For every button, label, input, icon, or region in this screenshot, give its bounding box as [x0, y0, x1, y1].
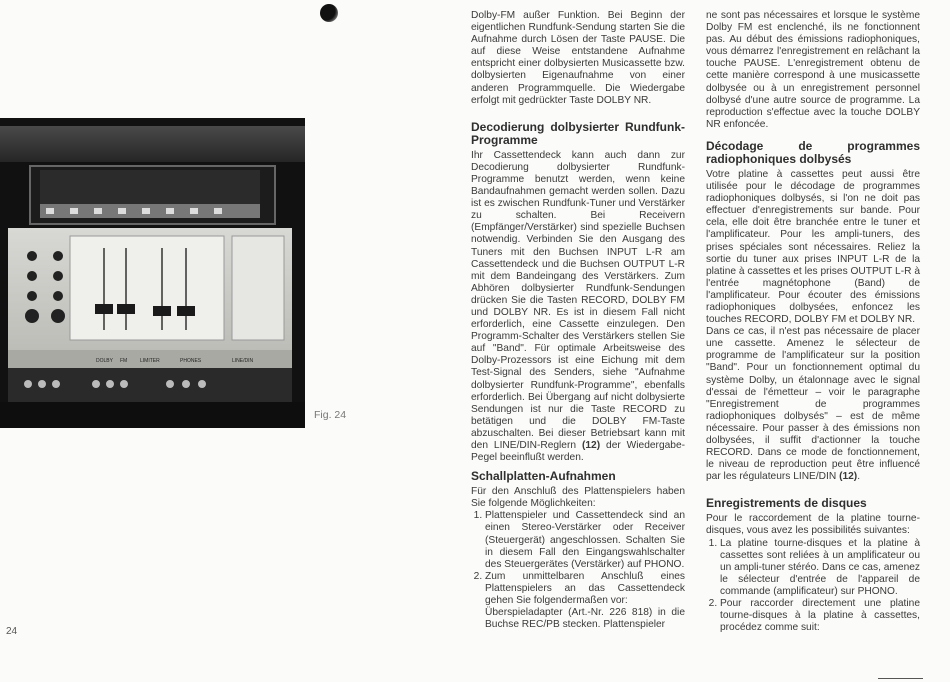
de-decoding-ref: (12) — [581, 440, 601, 451]
punch-hole-mark — [320, 4, 338, 22]
de-records-list — [471, 510, 685, 607]
de-records-paragraph: Für den Anschluß des Plattenspielers haben Sie folgende Möglichkeiten: — [471, 486, 685, 510]
de-decoding-end: der Wiedergabe-Pegel beeinflußt werden. — [471, 440, 685, 464]
fr-decoding-ref: (12) — [839, 471, 858, 483]
fr-list-item: 1. La platine tourne-disques et la platine à cassettes sont reliées à un amplificateur ou un ampli-tuner stéréo. Dans ce cas, amenez le sélecteur d'entrée de l'appareil de commande (amplificateur) sur PHONO. — [720, 538, 920, 598]
device-label: PHONES — [180, 358, 202, 364]
fr-heading-records: Enregistrements de disques — [706, 496, 867, 511]
fr-decoding-paragraph-2 — [706, 326, 920, 483]
de-decoding-paragraph — [471, 150, 685, 464]
page-number: 24 — [6, 626, 18, 637]
german-column — [471, 10, 685, 631]
de-list-item: 2. Zum unmittelbaren Anschluß eines Plattenspielers an das Cassettendeck gehen Sie folgendermaßen vor: — [485, 571, 685, 607]
figure-caption: Fig. 24 — [314, 409, 347, 421]
fr-records-list — [706, 538, 920, 635]
device-label: LIMITER — [140, 358, 160, 364]
fr-heading-decoding: Décodage de programmes radiophoniques dolbysés — [706, 138, 920, 166]
french-column — [706, 10, 920, 634]
device-label: LINE/DIN — [232, 358, 254, 364]
fr-decoding-end: . — [857, 471, 861, 483]
de-heading-records: Schallplatten-Aufnahmen — [471, 469, 616, 484]
fr-decoding-text: Dans ce cas, il n'est pas nécessaire de placer une cassette. Amenez le sélecteur de programme de l'amplificateur sur la position "Band". Pour un fonctionnement optimal du système Dolby, un étalonnage avec le signal d'essai de l'émetteur – voir le paragraphe "Enregistrement de programmes radiophoniques dolbysés" – est de même nécessaire. Pour passer à des émissions non dolbysées, il suffit d'actionner la touche RECORD. Dans ce mode de fonctionnement, le niveau de reproduction peut être influencé par les régulateurs LINE/DIN — [706, 326, 920, 483]
device-label: FM — [120, 358, 128, 364]
cassette-deck-photo — [0, 118, 305, 428]
de-list-continuation: Überspieladapter (Art.-Nr. 226 818) in die Buchse REC/PB stecken. Plattenspieler — [485, 607, 685, 631]
de-heading-decoding: Decodierung dolbysierter Rundfunk-Programme — [471, 119, 685, 147]
fr-intro-paragraph: ne sont pas nécessaires et lorsque le système Dolby FM est enclenché, ils ne fonctionnent pas. Au début des émissions radiophoniques, vous démarrez l'enregistrement en relâchant la touche PAUSE. L'enregistrement obtenu de cette manière correspond à une musicassette dolbysée ou à un enregistrement personnel dolbysé d'une autre source de programme. La reproduction s'effectue avec la touche DOLBY NR enfoncée. — [706, 10, 920, 130]
de-decoding-text: Ihr Cassettendeck kann auch dann zur Decodierung dolbysierter Rundfunk-Programme benutzt werden, wenn keine Bandaufnahmen gemacht werden sollen. Dazu ist es zwischen Rundfunk-Tuner und Verstärker zu schalten. Bei Receivern (Empfänger/Verstärker) sind spezielle Buchsen notwendig. Verbinden Sie den Ausgang des Tuners mit den Buchsen INPUT L-R am Cassettendeck und die Buchsen OUTPUT L-R mit dem Bandeingang des Verstärkers. Zum Abhören dolbysierter Rundfunk-Sendungen drücken Sie die Tasten RECORD, DOLBY FM und DOLBY NR. Es ist in diesem Fall nicht erforderlich, eine Cassette einzulegen. Den Programm-Schalter des Verstärkers stellen Sie auf "Band". Für optimale Arbeitsweise des Dolby-Prozessors ist eine Eichung mit dem Test-Signal des Senders, siehe "Aufnahme dolbysierter Rundfunk-Programme", ebenfalls erforderlich. Bei Übergang auf nicht dolbysierte Sendungen ist nur die Taste RECORD zu betätigen und die DOLBY FM-Taste abzuschalten. Bei dieser Betriebsart kann mit den LINE/DIN-Reglern — [471, 149, 685, 451]
fr-records-paragraph: Pour le raccordement de la platine tourne-disques, vous avez les possibilités suivantes: — [706, 513, 920, 537]
footer-rule — [878, 678, 923, 679]
fr-list-item: 2. Pour raccorder directement une platine tourne-disques à la platine à cassettes, procédez comme suit: — [720, 598, 920, 634]
fr-decoding-paragraph: Votre platine à cassettes peut aussi être utilisée pour le décodage de programmes radiophoniques dolbysés, si l'on ne doit pas effectuer d'enregistrements sur bande. Pour cela, elle doit être branchée entre le tuner et l'amplificateur. Pour les ampli-tuners, des prises spéciales sont nécessaires. Reliez la sortie du tuner aux prises INPUT L-R de la platine à cassettes et les prises OUTPUT L-R à l'entrée magnétophone (Band) de l'amplificateur. Pour écouter des émissions radiophoniques dolbysées, enfoncez les touches RECORD, DOLBY FM et DOLBY NR. — [706, 168, 920, 326]
device-label: DOLBY — [96, 358, 113, 364]
de-list-item: 1. Plattenspieler und Cassettendeck sind an einen Stereo-Verstärker oder Receiver (Steuergerät) angeschlossen. Schalten Sie in diesem Fall den Eingangswahlschalter des Steuergerätes (Verstärker) auf PHONO. — [485, 510, 685, 570]
de-intro-paragraph: Dolby-FM außer Funktion. Bei Beginn der eigentlichen Rundfunk-Sendung starten Sie die Aufnahme durch Lösen der Taste PAUSE. Die auf diese Weise entstandene Aufnahme entspricht einer dolbysierten Musicassette bzw. dolbysierten Eigenaufnahme von einer anderen Programmquelle. Die Wiedergabe erfolgt mit gedrückter Taste DOLBY NR. — [471, 10, 685, 106]
